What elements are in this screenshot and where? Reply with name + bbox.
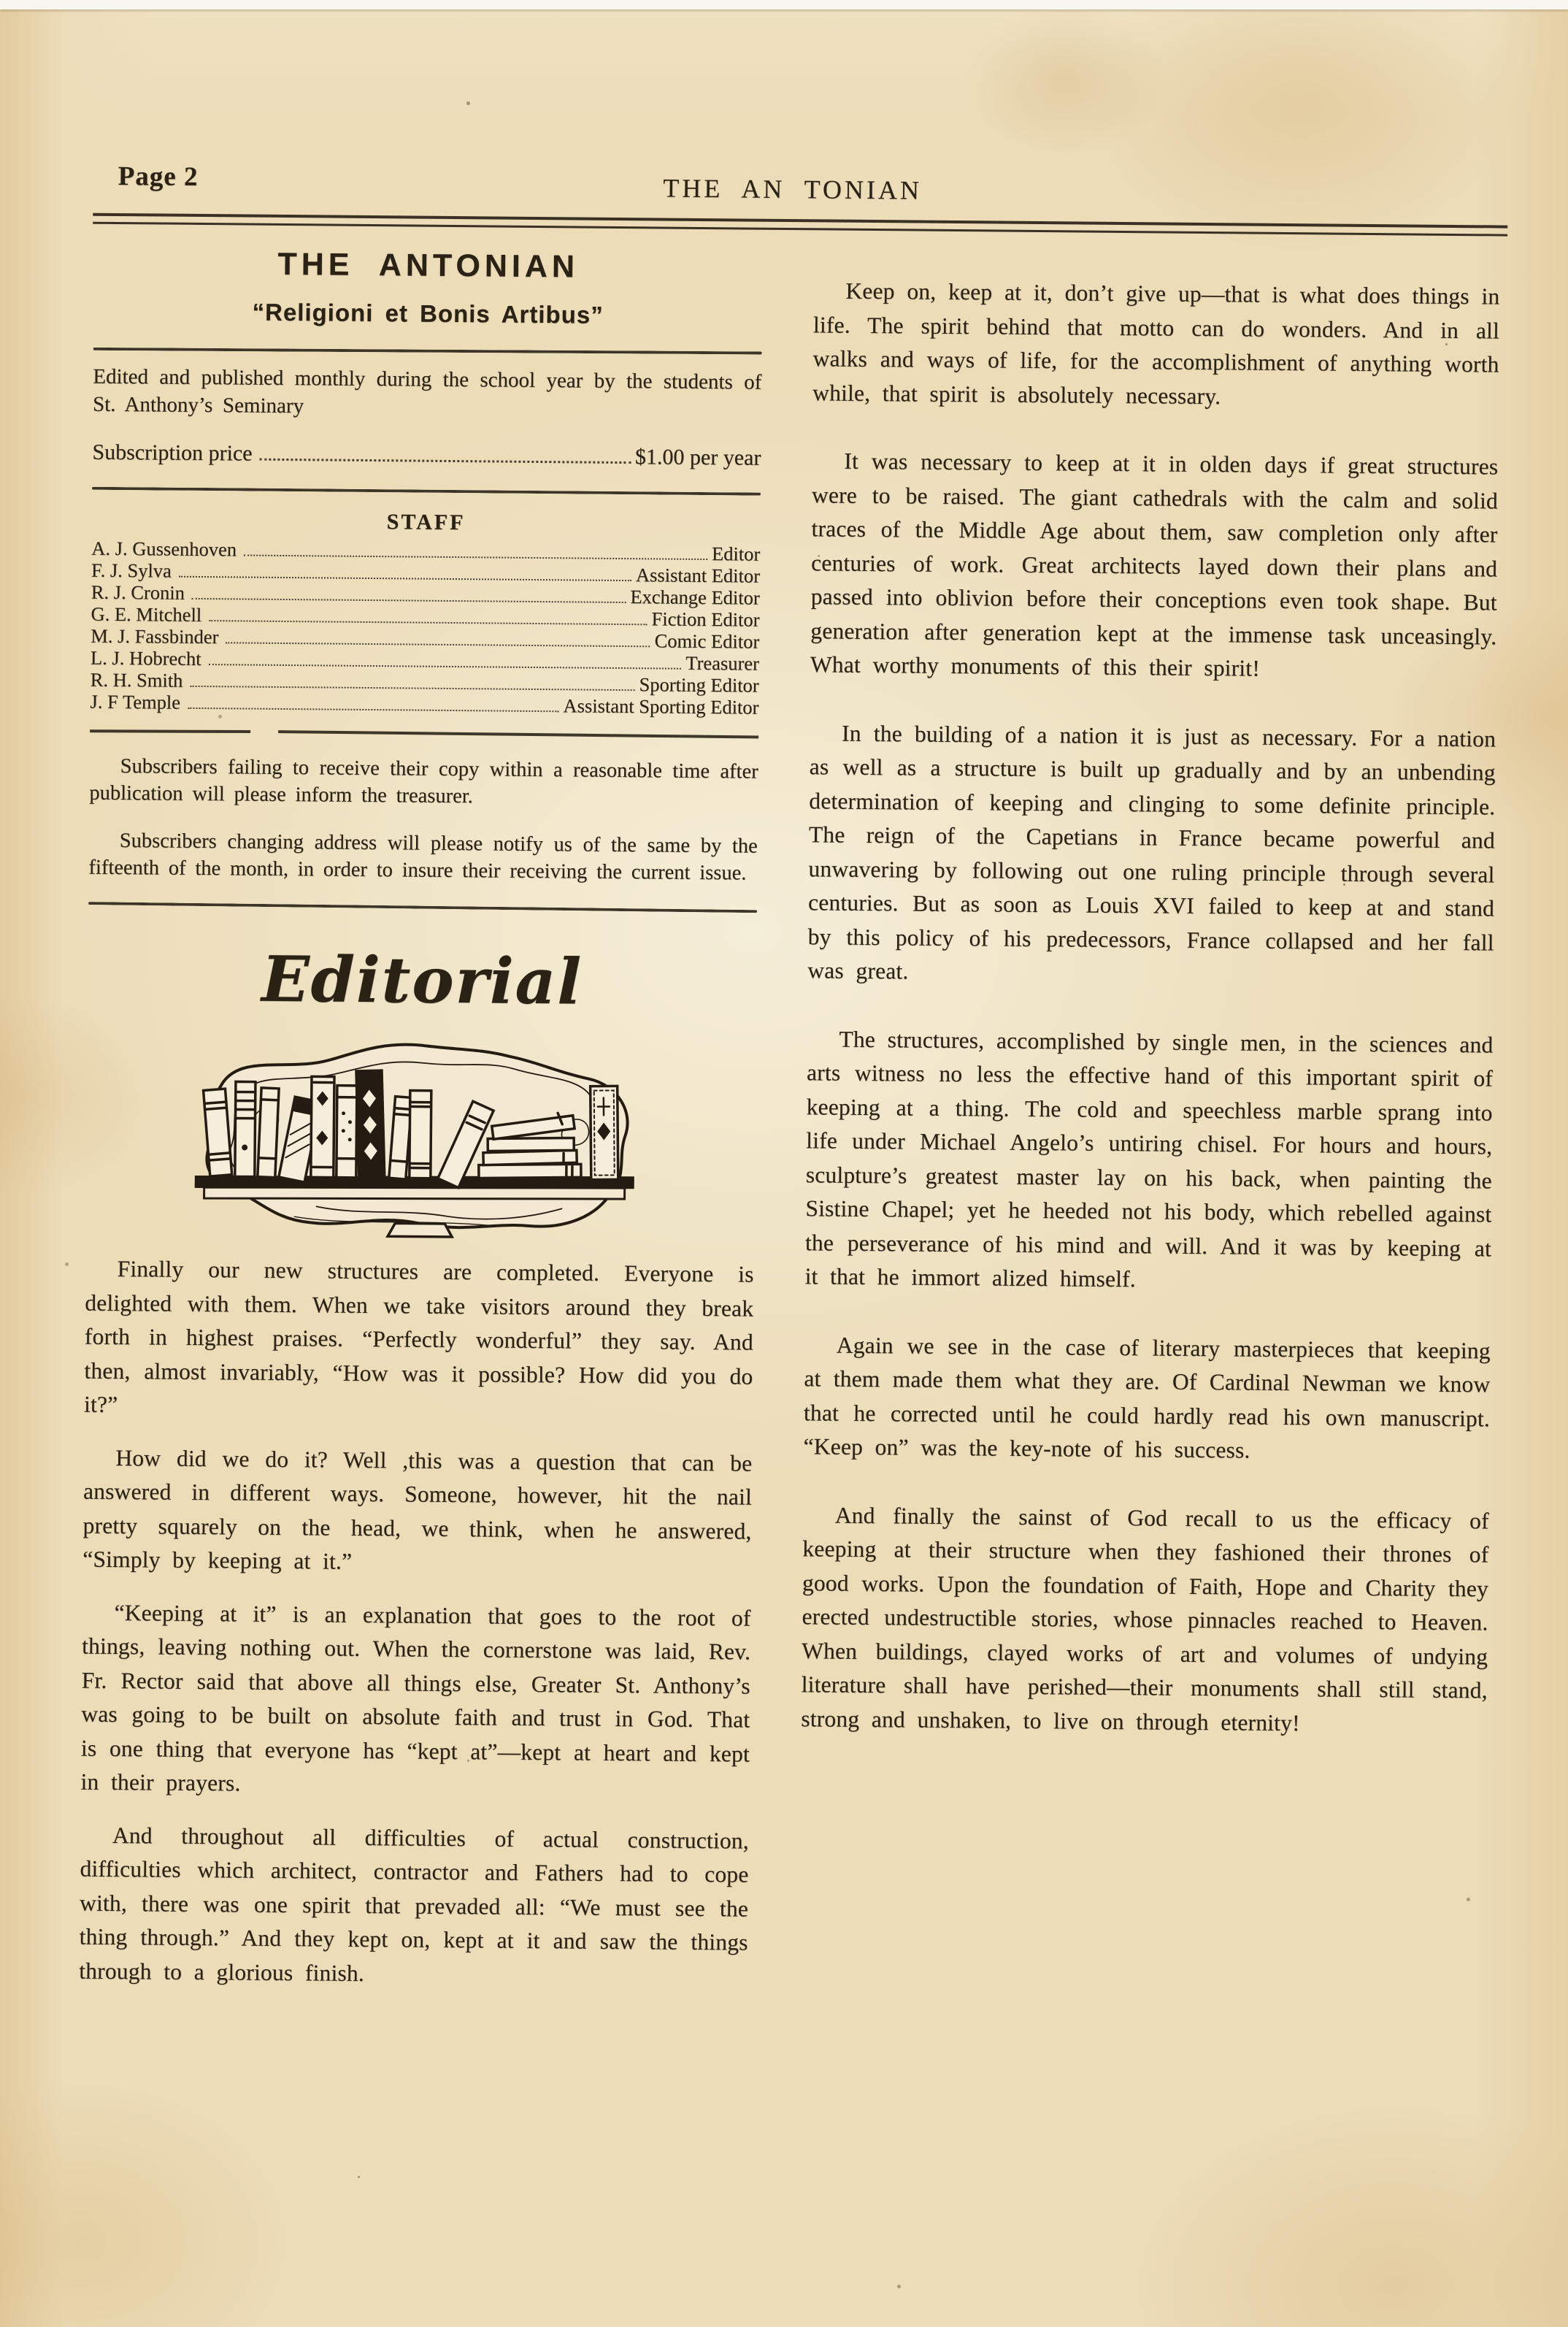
header-double-rule [93,213,1507,237]
staff-role: Assistant Editor [635,564,761,587]
staff-role: Treasurer [685,651,760,675]
dot-leader [209,620,647,625]
staff-name: L. J. Hobrecht [90,646,201,670]
staff-name: R. J. Cronin [91,580,185,604]
subscriber-notice: Subscribers failing to receive their copy within a reasonable time after publication will please inform the treasurer. [89,755,758,808]
dot-leader [209,664,682,670]
staff-name: G. E. Mitchell [91,602,202,626]
dot-leader [226,642,650,647]
editorial-heading: Editorial [261,942,583,1019]
publication-note: Edited and published monthly during the school year by the students of St. Anthony’s Seminary [92,364,762,418]
editorial-paragraph: In the building of a nation it is just as necessary. For a nation as well as a structure is built up gradually and by an unbending determination of keeping and clinging to some definite principle. The reign of the Capetians in France became powerful and unwavering by following out one ruling principle through several centuries. But as soon as Louis XVI failed to keep at and stand by this policy of his predecessors, France collapsed and her fall was great. [807,720,1496,984]
staff-heading: STAFF [386,510,466,535]
dot-leader [190,686,634,691]
staff-role: Editor [711,543,761,565]
bookshelf-illustration [185,1036,656,1247]
editorial-paragraph: And throughout all difficulties of actual construction, difficulties which architect, contractor and Fathers had to cope with, there was one spirit that prevaded all: “We must see the thing through.” And they kept on, kept at it and saw the things through to a glorious finish. [79,1822,750,1986]
right-column [801,241,1500,1741]
editorial-paragraph: Finally our new structures are completed. Everyone is delighted with them. When we take visitors around they break forth in highest praises. “Perfectly wonderful” they say. And then, almost invariably, “How was it possible? How did you do it?” [83,1256,754,1418]
paper-specks [0,0,2,2]
staff-role: Comic Editor [654,629,760,653]
staff-name: J. F Temple [90,690,181,713]
subscription-line [92,440,761,471]
left-column [79,235,763,1994]
dot-leader [244,555,707,561]
staff-role: Fiction Editor [651,607,760,631]
divider-rule [88,902,757,913]
editorial-paragraph: Again we see in the case of literary masterpieces that keeping at them made them what they are. Of Cardinal Newman we know that he corrected until he could hardly read his own manuscript. “Keep on” was the key-note of his success. [803,1332,1491,1463]
dot-leader [192,598,626,603]
masthead-running-title: THE AN TONIAN [663,173,923,205]
editorial-paragraph: It was necessary to keep at it in olden days if great structures were to be raised. The giant cathedrals with the calm and solid traces of the Middle Age about them, saw completion only after centuries of work. Great architects layed down their plans and passed into oblivion before their conceptions even took shape. But generation after generation kept at the immense task unceasingly. What worthy monuments of this their spirit! [810,448,1499,681]
editorial-paragraph: Keep on, keep at it, don’t give up—that is what does things in life. The spirit behind that motto can do wonders. And in all walks and ways of life, for the accomplishment of anything worth while, that spirit is absolutely necessary. [812,277,1500,409]
staff-role: Sporting Editor [639,673,759,697]
subscription-label: Subscription price [92,440,253,466]
dot-leader [260,459,631,464]
publication-motto: “Religioni et Bonis Artibus” [252,298,604,329]
staff-row [90,691,758,718]
editorial-paragraph: The structures, accomplished by single men, in the sciences and arts witness no less the effective hand of this important spirit of keeping at a thing. The cold and speechless marble sprang into life under Michael Angelo’s untiring chisel. For hours and hours, sculpture’s greatest master lay on his back, when painting the Sistine Chapel; yet he heeded not his body, which rebelled against the perseverance of his mind and will. And it was by keeping at it that he immort alized himself. [804,1026,1494,1292]
divider-rule-split [90,729,758,738]
editorial-paragraph: How did we do it? Well ,this was a question that can be answered in different ways. Someone, however, hit the nail pretty squarely on the head, we think, when he answered, “Simply by keeping at it.” [82,1444,753,1574]
page-number: Page 2 [118,161,199,192]
divider-rule [92,487,761,496]
editorial-paragraph: “Keeping at it” is an explanation that goes to the root of things, leaving nothing out. When the cornerstone was laid, Rev. Fr. Rector said that above all things else, Greater St. Anthony’s was going to be built on absolute faith and trust in God. That is one thing that everyone has “kept at”—kept at heart and kept in their prayers. [80,1599,751,1796]
divider-rule [93,348,762,355]
staff-name: M. J. Fassbinder [91,624,219,648]
dot-leader [188,708,558,712]
dot-leader [179,576,631,581]
staff-name: A. J. Gussenhoven [91,537,237,561]
staff-list [90,538,760,718]
staff-role: Assistant Sporting Editor [563,694,759,718]
subscriber-notice: Subscribers changing address will please notify us of the same by the fifteenth of the month, in order to insure their receiving the current issue. [88,829,758,885]
publication-title: THE ANTONIAN [277,246,580,285]
staff-name: R. H. Smith [90,668,183,691]
editorial-paragraph: And finally the sainst of God recall to us the efficacy of keeping at their structure when they fashioned their thrones of good works. Upon the foundation of Faith, Hope and Charity they erected undestructible stories, whose pinnacles reached to Heaven. When buildings, clayed works of art and volumes of undying literature shall have perished—their monuments shall still stand, strong and unshaken, to live on through eternity! [801,1502,1489,1736]
staff-name: F. J. Sylva [91,559,172,582]
staff-role: Exchange Editor [630,586,760,609]
subscription-price: $1.00 per year [634,445,761,470]
